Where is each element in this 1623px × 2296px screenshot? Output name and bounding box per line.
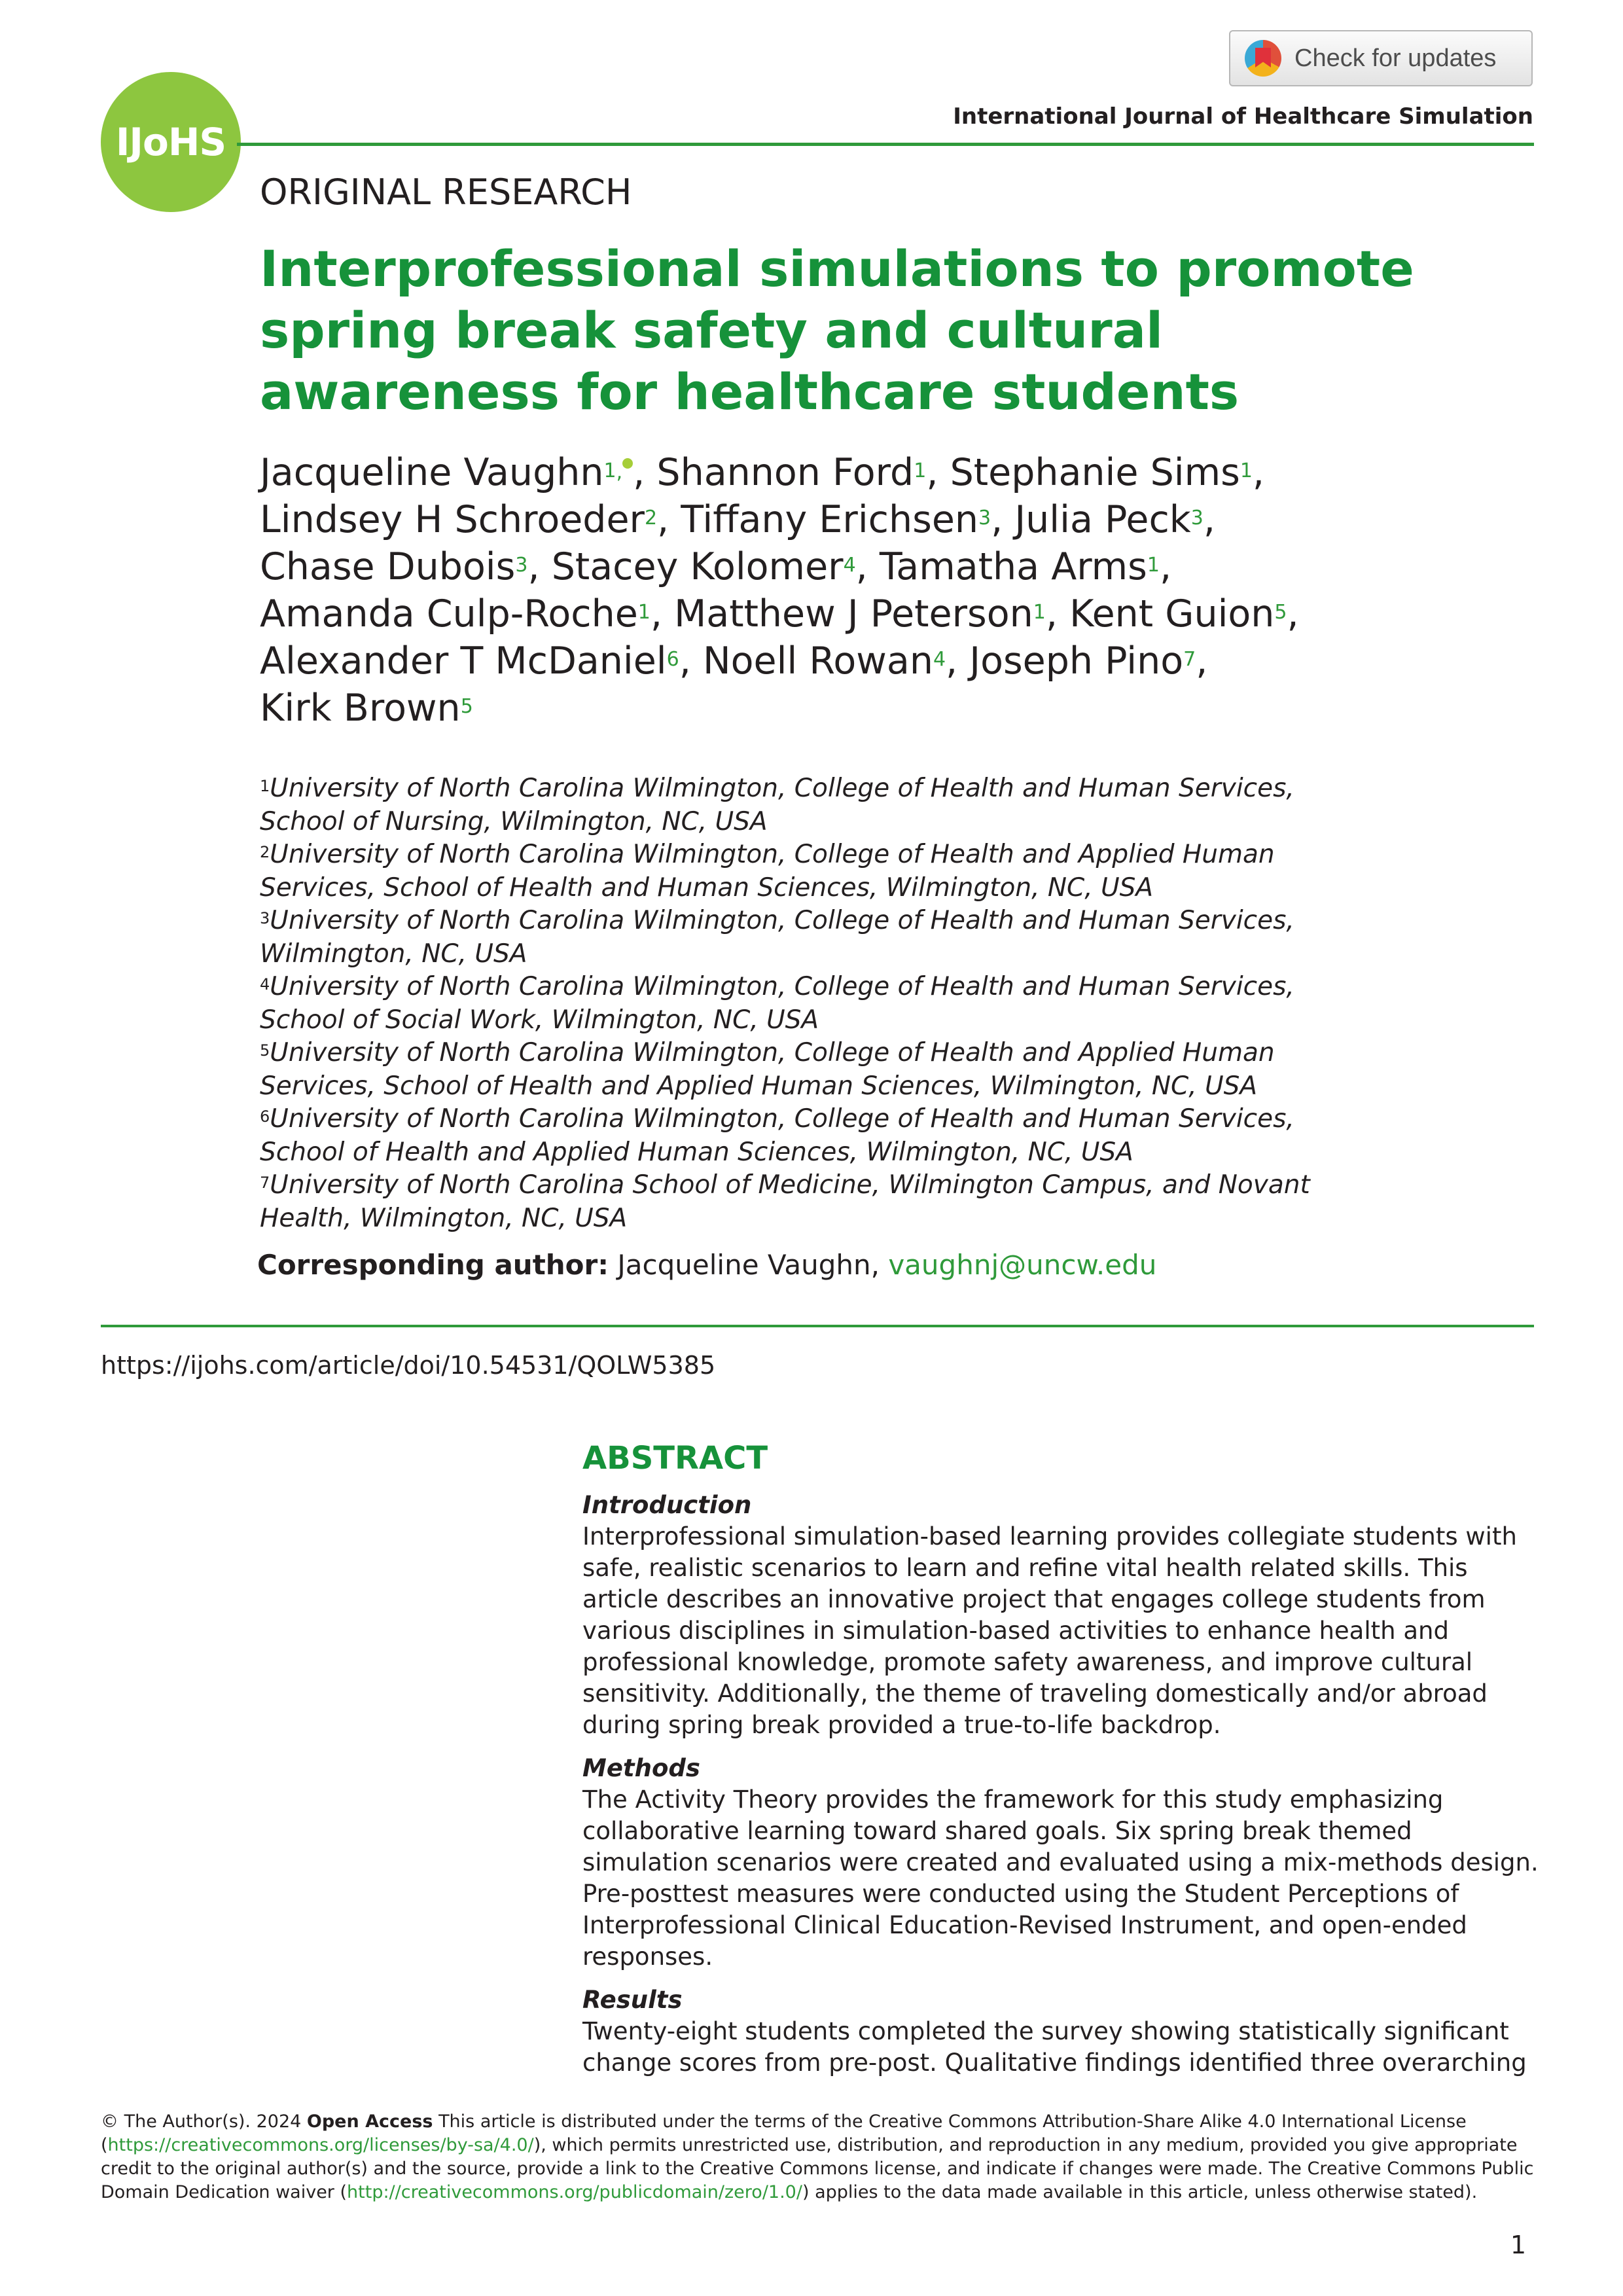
affiliation-text: University of North Carolina School of Medicine, Wilmington Campus, and Novant Health, Wilmington, NC, USA [260, 1170, 1310, 1233]
author-name [260, 639, 679, 683]
author-separator: , [650, 592, 675, 636]
author-name-text: Tiffany Erichsen [681, 498, 979, 541]
author-name-text: Joseph Pino [969, 639, 1184, 683]
author-name [674, 592, 1046, 636]
author-separator: , [1159, 545, 1172, 588]
abstract-section-results [582, 1984, 1544, 2079]
affiliation-text: University of North Carolina Wilmington, College of Health and Human Services, School of Social Work, Wilmington, NC, USA [260, 972, 1294, 1035]
author-name-text: Chase Dubois [260, 545, 516, 588]
author-affiliation-number: 1 [1033, 601, 1046, 624]
author-name [260, 687, 473, 730]
author-separator: , [946, 639, 970, 683]
author-affiliation-number: 1 [603, 459, 616, 482]
header-divider [237, 143, 1534, 146]
author-name-text: Julia Peck [1014, 498, 1191, 541]
affiliation-number: 5 [260, 1041, 270, 1060]
affiliation-item [260, 772, 1385, 838]
affiliation-item [260, 1169, 1385, 1235]
corresponding-label: Corresponding author: [257, 1249, 609, 1281]
superscript-comma: , [616, 461, 623, 484]
corresponding-email-link[interactable]: vaughnj@uncw.edu [888, 1249, 1157, 1281]
author-affiliation-number: 7 [1183, 648, 1196, 671]
copyright-text: © The Author(s). 2024 [101, 2111, 302, 2132]
author-name [1014, 498, 1204, 541]
author-name [656, 451, 926, 494]
author-separator: , [1203, 498, 1216, 541]
open-access-label: Open Access [306, 2111, 433, 2132]
affiliation-text: University of North Carolina Wilmington, College of Health and Human Services, Wilmington, NC, USA [260, 906, 1294, 969]
author-name-text: Tamatha Arms [879, 545, 1147, 588]
author-name [681, 498, 991, 541]
affiliation-number: 7 [260, 1174, 270, 1192]
author-name-text: Jacqueline Vaughn [260, 451, 604, 494]
affiliation-text: University of North Carolina Wilmington, College of Health and Applied Human Services, School of Health and Human Sciences, Wilmington, NC, USA [260, 840, 1275, 903]
author-name-text: Kirk Brown [260, 687, 461, 730]
author-separator: , [1287, 592, 1299, 636]
affiliation-item [260, 838, 1385, 905]
public-domain-link[interactable]: http://creativecommons.org/publicdomain/zero/1.0/ [347, 2182, 802, 2202]
license-notice [101, 2110, 1541, 2204]
abstract-subheading: Methods [582, 1754, 700, 1782]
check-for-updates-button[interactable] [1229, 30, 1533, 86]
author-name [703, 639, 946, 683]
author-separator: , [926, 451, 950, 494]
abstract-subheading: Results [582, 1986, 683, 2014]
corresponding-author [257, 1249, 1156, 1281]
affiliation-item [260, 905, 1385, 971]
affiliation-number: 3 [260, 909, 270, 927]
affiliation-number: 1 [260, 777, 270, 795]
journal-logo [101, 72, 241, 212]
author-name-text: Noell Rowan [702, 639, 933, 683]
author-name [880, 545, 1160, 588]
author-name-text: Shannon Ford [656, 451, 914, 494]
abstract-section-methods [582, 1753, 1544, 1973]
author-name-text: Matthew J Peterson [674, 592, 1033, 636]
author-separator: , [1252, 451, 1265, 494]
license-text: This article is distributed under the terms of the Creative Commons Attribution-Share Alike 4.0 International License ( [101, 2111, 1467, 2155]
crossmark-icon [1245, 40, 1281, 77]
author-separator: , [1045, 592, 1070, 636]
logo-text: IJoHS [115, 120, 226, 164]
author-separator: , [991, 498, 1015, 541]
doi-link[interactable]: https://ijohs.com/article/doi/10.54531/QOLW5385 [101, 1351, 716, 1380]
author-affiliation-number: 2 [644, 507, 658, 529]
affiliation-number: 6 [260, 1107, 270, 1126]
author-affiliation-number: 4 [933, 648, 946, 671]
author-name [552, 545, 856, 588]
abstract-section-introduction [582, 1490, 1544, 1741]
abstract-paragraph: Interprofessional simulation-based learning provides collegiate students with safe, realistic scenarios to learn and refine vital health related skills. This article describes an innovative project that engages college students from various disciplines in simulation-based activities to enhance health and professional knowledge, promote safety awareness, and improve cultural sensitivity. Additionally, the theme of traveling domestically and/or abroad during spring break provided a true-to-life backdrop. [582, 1522, 1517, 1739]
affiliation-number: 4 [260, 975, 270, 994]
article-title: Interprofessional simulations to promote spring break safety and cultural awareness for healthcare students [260, 240, 1414, 421]
affiliation-text: University of North Carolina Wilmington, College of Health and Human Services, School of Health and Applied Human Sciences, Wilmington, NC, USA [260, 1104, 1294, 1167]
author-affiliation-number: 3 [515, 554, 528, 577]
author-name [260, 592, 651, 636]
author-affiliation-number: 1 [1147, 554, 1160, 577]
author-affiliation-number: 4 [843, 554, 856, 577]
author-name-text: Amanda Culp-Roche [260, 592, 638, 636]
author-affiliation-number: 5 [460, 695, 473, 718]
section-divider [101, 1325, 1534, 1327]
author-name [969, 639, 1196, 683]
article-type: ORIGINAL RESEARCH [260, 171, 632, 213]
author-affiliation-number: 1 [637, 601, 651, 624]
author-affiliation-number: 1 [914, 459, 927, 482]
license-link[interactable]: https://creativecommons.org/licenses/by-sa/4.0/ [107, 2135, 534, 2155]
affiliation-item [260, 1037, 1385, 1103]
author-separator: , [679, 639, 703, 683]
author-name-text: Alexander T McDaniel [260, 639, 667, 683]
author-separator: , [633, 451, 657, 494]
author-name [950, 451, 1253, 494]
author-name [260, 545, 527, 588]
author-separator: , [855, 545, 880, 588]
corresponding-name: Jacqueline Vaughn, [617, 1249, 880, 1281]
author-separator: , [1196, 639, 1208, 683]
check-for-updates-label: Check for updates [1294, 44, 1497, 72]
affiliation-text: University of North Carolina Wilmington, College of Health and Applied Human Services, School of Health and Applied Human Sciences, Wilmington, NC, USA [260, 1038, 1275, 1101]
author-name [260, 451, 633, 494]
affiliation-item [260, 1103, 1385, 1169]
author-name-text: Stacey Kolomer [551, 545, 844, 588]
abstract [582, 1440, 1544, 2090]
orcid-icon[interactable] [622, 458, 633, 469]
author-name-text: Stephanie Sims [950, 451, 1240, 494]
abstract-paragraph: Twenty-eight students completed the survey showing statistically significant change scores from pre-post. Qualitative findings identified three overarching [582, 2017, 1527, 2077]
author-affiliation-number: 1 [1240, 459, 1253, 482]
author-name-text: Lindsey H Schroeder [260, 498, 645, 541]
author-affiliation-number: 3 [978, 507, 991, 529]
author-name [1069, 592, 1287, 636]
abstract-subheading: Introduction [582, 1491, 752, 1519]
affiliation-text: University of North Carolina Wilmington, College of Health and Human Services, School of Nursing, Wilmington, NC, USA [260, 774, 1294, 836]
license-text: ) applies to the data made available in this article, unless otherwise stated). [802, 2182, 1478, 2202]
author-name [260, 498, 657, 541]
abstract-heading: ABSTRACT [582, 1440, 768, 1477]
author-name-text: Kent Guion [1069, 592, 1275, 636]
page-number: 1 [1510, 2231, 1526, 2259]
author-separator: , [657, 498, 681, 541]
abstract-paragraph: The Activity Theory provides the framework for this study emphasizing collaborative learning toward shared goals. Six spring break themed simulation scenarios were created and evaluated using a mix-methods design. Pre-posttest measures were conducted using the Student Perceptions of Interprofessional Clinical Education-Revised Instrument, and open-ended responses. [582, 1785, 1539, 1971]
license-text: ), which permits unrestricted use, distribution, and reproduction in any medium, provided you give appropriate credit to the original author(s) and the source, provide a link to the Creative Commons license, and indicate if changes were made. The Creative Commons Public Domain Dedication waiver ( [101, 2135, 1534, 2202]
affiliation-number: 2 [260, 843, 270, 861]
journal-name: International Journal of Healthcare Simulation [953, 103, 1533, 130]
author-list [260, 449, 1359, 732]
author-affiliation-number: 3 [1190, 507, 1204, 529]
author-affiliation-number: 6 [666, 648, 679, 671]
affiliation-item [260, 971, 1385, 1037]
affiliation-list [260, 772, 1385, 1235]
author-affiliation-number: 5 [1274, 601, 1287, 624]
author-separator: , [527, 545, 552, 588]
